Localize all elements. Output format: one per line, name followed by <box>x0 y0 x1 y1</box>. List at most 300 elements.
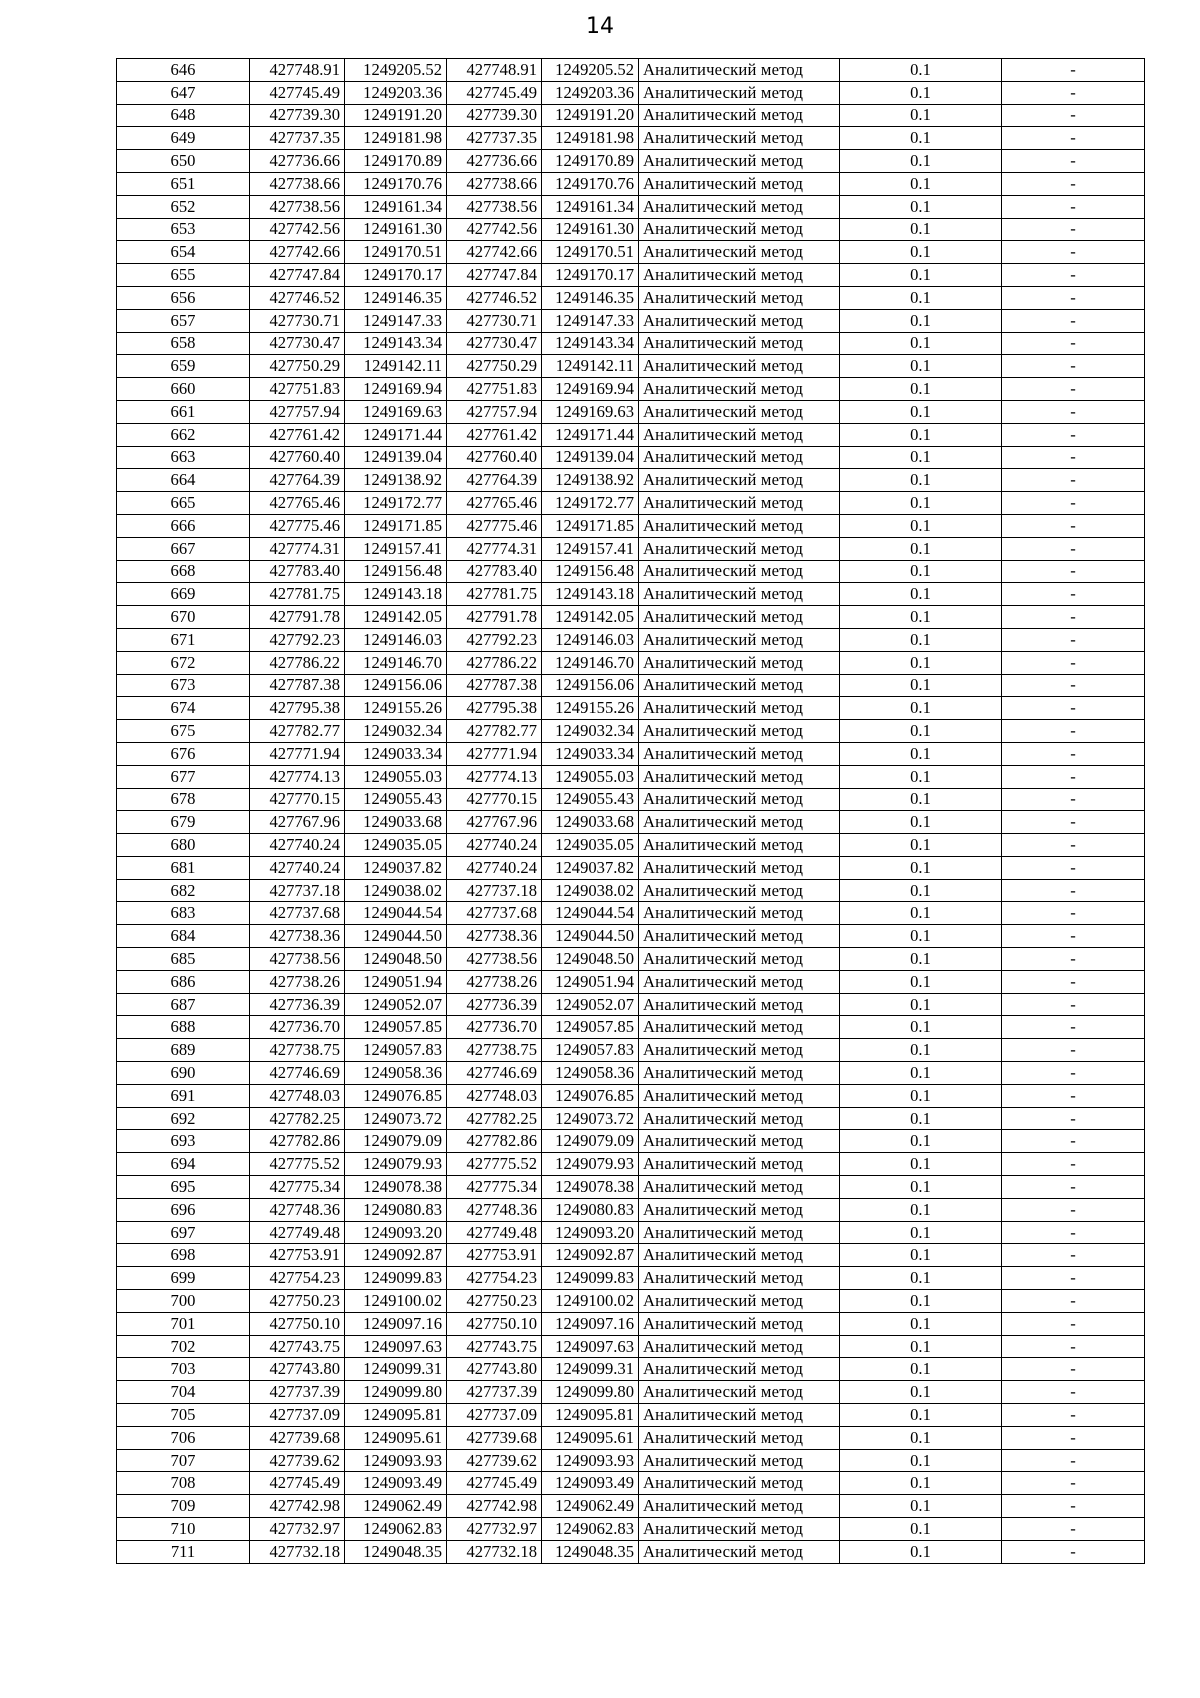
x-old-cell: 427748.91 <box>250 59 345 82</box>
table-row <box>117 788 1145 811</box>
x-old-cell: 427791.78 <box>250 606 345 629</box>
x-old-cell: 427737.09 <box>250 1404 345 1427</box>
y-old-cell: 1249146.35 <box>345 286 447 309</box>
method-cell: Аналитический метод <box>639 1495 840 1518</box>
x-new-cell: 427738.56 <box>447 195 542 218</box>
dash-cell: - <box>1002 811 1145 834</box>
table-row <box>117 264 1145 287</box>
accuracy-cell: 0.1 <box>840 514 1002 537</box>
method-cell: Аналитический метод <box>639 150 840 173</box>
y-old-cell: 1249092.87 <box>345 1244 447 1267</box>
y-old-cell: 1249055.03 <box>345 765 447 788</box>
table-row <box>117 423 1145 446</box>
table-row <box>117 606 1145 629</box>
y-new-cell: 1249169.63 <box>542 400 639 423</box>
y-new-cell: 1249143.18 <box>542 583 639 606</box>
y-new-cell: 1249092.87 <box>542 1244 639 1267</box>
x-old-cell: 427736.66 <box>250 150 345 173</box>
x-old-cell: 427739.62 <box>250 1449 345 1472</box>
accuracy-cell: 0.1 <box>840 1198 1002 1221</box>
dash-cell: - <box>1002 1335 1145 1358</box>
x-old-cell: 427795.38 <box>250 697 345 720</box>
dash-cell: - <box>1002 1312 1145 1335</box>
y-old-cell: 1249080.83 <box>345 1198 447 1221</box>
point-number-cell: 666 <box>117 514 250 537</box>
y-old-cell: 1249097.16 <box>345 1312 447 1335</box>
y-new-cell: 1249055.43 <box>542 788 639 811</box>
x-old-cell: 427761.42 <box>250 423 345 446</box>
y-old-cell: 1249161.34 <box>345 195 447 218</box>
dash-cell: - <box>1002 446 1145 469</box>
point-number-cell: 691 <box>117 1084 250 1107</box>
method-cell: Аналитический метод <box>639 286 840 309</box>
y-old-cell: 1249079.93 <box>345 1153 447 1176</box>
y-old-cell: 1249170.51 <box>345 241 447 264</box>
x-new-cell: 427795.38 <box>447 697 542 720</box>
y-new-cell: 1249033.68 <box>542 811 639 834</box>
point-number-cell: 684 <box>117 925 250 948</box>
method-cell: Аналитический метод <box>639 1404 840 1427</box>
y-old-cell: 1249095.81 <box>345 1404 447 1427</box>
dash-cell: - <box>1002 150 1145 173</box>
table-row <box>117 1426 1145 1449</box>
accuracy-cell: 0.1 <box>840 788 1002 811</box>
y-old-cell: 1249037.82 <box>345 856 447 879</box>
x-old-cell: 427742.66 <box>250 241 345 264</box>
table-row <box>117 104 1145 127</box>
point-number-cell: 651 <box>117 172 250 195</box>
dash-cell: - <box>1002 765 1145 788</box>
x-old-cell: 427782.86 <box>250 1130 345 1153</box>
y-new-cell: 1249099.83 <box>542 1267 639 1290</box>
y-new-cell: 1249097.63 <box>542 1335 639 1358</box>
y-old-cell: 1249035.05 <box>345 834 447 857</box>
x-old-cell: 427743.80 <box>250 1358 345 1381</box>
point-number-cell: 699 <box>117 1267 250 1290</box>
dash-cell: - <box>1002 560 1145 583</box>
accuracy-cell: 0.1 <box>840 1290 1002 1313</box>
x-old-cell: 427738.56 <box>250 948 345 971</box>
accuracy-cell: 0.1 <box>840 1221 1002 1244</box>
y-old-cell: 1249155.26 <box>345 697 447 720</box>
table-row <box>117 583 1145 606</box>
x-old-cell: 427750.10 <box>250 1312 345 1335</box>
method-cell: Аналитический метод <box>639 1335 840 1358</box>
point-number-cell: 671 <box>117 628 250 651</box>
table-row <box>117 514 1145 537</box>
x-new-cell: 427774.13 <box>447 765 542 788</box>
x-new-cell: 427742.66 <box>447 241 542 264</box>
dash-cell: - <box>1002 628 1145 651</box>
x-old-cell: 427749.48 <box>250 1221 345 1244</box>
y-new-cell: 1249055.03 <box>542 765 639 788</box>
accuracy-cell: 0.1 <box>840 1518 1002 1541</box>
y-new-cell: 1249032.34 <box>542 720 639 743</box>
x-new-cell: 427753.91 <box>447 1244 542 1267</box>
dash-cell: - <box>1002 1039 1145 1062</box>
x-old-cell: 427738.66 <box>250 172 345 195</box>
x-old-cell: 427753.91 <box>250 1244 345 1267</box>
x-new-cell: 427751.83 <box>447 378 542 401</box>
dash-cell: - <box>1002 469 1145 492</box>
accuracy-cell: 0.1 <box>840 81 1002 104</box>
table-row <box>117 1540 1145 1563</box>
y-new-cell: 1249171.85 <box>542 514 639 537</box>
x-new-cell: 427732.18 <box>447 1540 542 1563</box>
dash-cell: - <box>1002 1176 1145 1199</box>
x-old-cell: 427765.46 <box>250 492 345 515</box>
x-new-cell: 427757.94 <box>447 400 542 423</box>
x-old-cell: 427751.83 <box>250 378 345 401</box>
x-new-cell: 427765.46 <box>447 492 542 515</box>
method-cell: Аналитический метод <box>639 332 840 355</box>
method-cell: Аналитический метод <box>639 811 840 834</box>
point-number-cell: 662 <box>117 423 250 446</box>
x-old-cell: 427750.23 <box>250 1290 345 1313</box>
dash-cell: - <box>1002 332 1145 355</box>
accuracy-cell: 0.1 <box>840 1016 1002 1039</box>
table-row <box>117 469 1145 492</box>
point-number-cell: 654 <box>117 241 250 264</box>
point-number-cell: 679 <box>117 811 250 834</box>
dash-cell: - <box>1002 378 1145 401</box>
dash-cell: - <box>1002 286 1145 309</box>
accuracy-cell: 0.1 <box>840 446 1002 469</box>
dash-cell: - <box>1002 1130 1145 1153</box>
point-number-cell: 694 <box>117 1153 250 1176</box>
method-cell: Аналитический метод <box>639 1426 840 1449</box>
method-cell: Аналитический метод <box>639 1130 840 1153</box>
x-new-cell: 427742.56 <box>447 218 542 241</box>
y-new-cell: 1249155.26 <box>542 697 639 720</box>
accuracy-cell: 0.1 <box>840 1039 1002 1062</box>
x-old-cell: 427732.97 <box>250 1518 345 1541</box>
point-number-cell: 700 <box>117 1290 250 1313</box>
point-number-cell: 704 <box>117 1381 250 1404</box>
method-cell: Аналитический метод <box>639 264 840 287</box>
point-number-cell: 683 <box>117 902 250 925</box>
point-number-cell: 667 <box>117 537 250 560</box>
accuracy-cell: 0.1 <box>840 1176 1002 1199</box>
method-cell: Аналитический метод <box>639 1312 840 1335</box>
y-new-cell: 1249181.98 <box>542 127 639 150</box>
y-old-cell: 1249170.76 <box>345 172 447 195</box>
accuracy-cell: 0.1 <box>840 1335 1002 1358</box>
accuracy-cell: 0.1 <box>840 1062 1002 1085</box>
accuracy-cell: 0.1 <box>840 241 1002 264</box>
x-new-cell: 427771.94 <box>447 742 542 765</box>
method-cell: Аналитический метод <box>639 309 840 332</box>
table-row <box>117 1016 1145 1039</box>
dash-cell: - <box>1002 537 1145 560</box>
table-row <box>117 651 1145 674</box>
dash-cell: - <box>1002 834 1145 857</box>
x-old-cell: 427739.30 <box>250 104 345 127</box>
x-new-cell: 427736.39 <box>447 993 542 1016</box>
accuracy-cell: 0.1 <box>840 309 1002 332</box>
point-number-cell: 652 <box>117 195 250 218</box>
point-number-cell: 647 <box>117 81 250 104</box>
x-new-cell: 427749.48 <box>447 1221 542 1244</box>
x-new-cell: 427746.69 <box>447 1062 542 1085</box>
method-cell: Аналитический метод <box>639 514 840 537</box>
dash-cell: - <box>1002 1472 1145 1495</box>
x-old-cell: 427760.40 <box>250 446 345 469</box>
y-old-cell: 1249156.06 <box>345 674 447 697</box>
y-new-cell: 1249157.41 <box>542 537 639 560</box>
x-old-cell: 427757.94 <box>250 400 345 423</box>
x-new-cell: 427747.84 <box>447 264 542 287</box>
dash-cell: - <box>1002 400 1145 423</box>
accuracy-cell: 0.1 <box>840 1426 1002 1449</box>
point-number-cell: 650 <box>117 150 250 173</box>
x-old-cell: 427739.68 <box>250 1426 345 1449</box>
x-new-cell: 427732.97 <box>447 1518 542 1541</box>
method-cell: Аналитический метод <box>639 378 840 401</box>
x-old-cell: 427738.26 <box>250 970 345 993</box>
x-new-cell: 427791.78 <box>447 606 542 629</box>
y-old-cell: 1249062.83 <box>345 1518 447 1541</box>
x-new-cell: 427787.38 <box>447 674 542 697</box>
accuracy-cell: 0.1 <box>840 378 1002 401</box>
table-row <box>117 150 1145 173</box>
x-old-cell: 427743.75 <box>250 1335 345 1358</box>
point-number-cell: 701 <box>117 1312 250 1335</box>
accuracy-cell: 0.1 <box>840 469 1002 492</box>
x-old-cell: 427736.70 <box>250 1016 345 1039</box>
y-old-cell: 1249156.48 <box>345 560 447 583</box>
x-old-cell: 427738.56 <box>250 195 345 218</box>
table-row <box>117 446 1145 469</box>
x-old-cell: 427774.13 <box>250 765 345 788</box>
method-cell: Аналитический метод <box>639 1039 840 1062</box>
y-new-cell: 1249147.33 <box>542 309 639 332</box>
accuracy-cell: 0.1 <box>840 765 1002 788</box>
point-number-cell: 658 <box>117 332 250 355</box>
y-new-cell: 1249142.11 <box>542 355 639 378</box>
y-old-cell: 1249078.38 <box>345 1176 447 1199</box>
point-number-cell: 702 <box>117 1335 250 1358</box>
accuracy-cell: 0.1 <box>840 400 1002 423</box>
dash-cell: - <box>1002 1084 1145 1107</box>
y-old-cell: 1249062.49 <box>345 1495 447 1518</box>
accuracy-cell: 0.1 <box>840 355 1002 378</box>
x-new-cell: 427738.66 <box>447 172 542 195</box>
accuracy-cell: 0.1 <box>840 948 1002 971</box>
y-old-cell: 1249048.50 <box>345 948 447 971</box>
method-cell: Аналитический метод <box>639 583 840 606</box>
accuracy-cell: 0.1 <box>840 332 1002 355</box>
x-old-cell: 427740.24 <box>250 834 345 857</box>
dash-cell: - <box>1002 1449 1145 1472</box>
x-new-cell: 427739.68 <box>447 1426 542 1449</box>
method-cell: Аналитический метод <box>639 355 840 378</box>
table-row <box>117 1267 1145 1290</box>
coordinates-table <box>116 58 1145 1564</box>
x-old-cell: 427732.18 <box>250 1540 345 1563</box>
dash-cell: - <box>1002 492 1145 515</box>
table-row <box>117 1130 1145 1153</box>
y-new-cell: 1249203.36 <box>542 81 639 104</box>
x-old-cell: 427738.75 <box>250 1039 345 1062</box>
y-old-cell: 1249093.49 <box>345 1472 447 1495</box>
x-old-cell: 427740.24 <box>250 856 345 879</box>
x-old-cell: 427775.34 <box>250 1176 345 1199</box>
method-cell: Аналитический метод <box>639 81 840 104</box>
x-old-cell: 427770.15 <box>250 788 345 811</box>
y-new-cell: 1249172.77 <box>542 492 639 515</box>
y-old-cell: 1249099.31 <box>345 1358 447 1381</box>
y-old-cell: 1249079.09 <box>345 1130 447 1153</box>
point-number-cell: 677 <box>117 765 250 788</box>
table-body <box>117 59 1145 1564</box>
point-number-cell: 656 <box>117 286 250 309</box>
dash-cell: - <box>1002 1518 1145 1541</box>
y-old-cell: 1249191.20 <box>345 104 447 127</box>
y-old-cell: 1249033.34 <box>345 742 447 765</box>
dash-cell: - <box>1002 1290 1145 1313</box>
table-row <box>117 948 1145 971</box>
y-old-cell: 1249147.33 <box>345 309 447 332</box>
method-cell: Аналитический метод <box>639 400 840 423</box>
y-new-cell: 1249156.48 <box>542 560 639 583</box>
dash-cell: - <box>1002 1062 1145 1085</box>
x-new-cell: 427775.52 <box>447 1153 542 1176</box>
table-row <box>117 1176 1145 1199</box>
y-new-cell: 1249161.34 <box>542 195 639 218</box>
table-row <box>117 742 1145 765</box>
x-old-cell: 427787.38 <box>250 674 345 697</box>
x-new-cell: 427738.26 <box>447 970 542 993</box>
dash-cell: - <box>1002 81 1145 104</box>
y-old-cell: 1249073.72 <box>345 1107 447 1130</box>
dash-cell: - <box>1002 1404 1145 1427</box>
y-old-cell: 1249171.85 <box>345 514 447 537</box>
y-old-cell: 1249093.20 <box>345 1221 447 1244</box>
accuracy-cell: 0.1 <box>840 1312 1002 1335</box>
method-cell: Аналитический метод <box>639 446 840 469</box>
method-cell: Аналитический метод <box>639 856 840 879</box>
method-cell: Аналитический метод <box>639 651 840 674</box>
dash-cell: - <box>1002 1153 1145 1176</box>
dash-cell: - <box>1002 1540 1145 1563</box>
point-number-cell: 707 <box>117 1449 250 1472</box>
x-new-cell: 427739.62 <box>447 1449 542 1472</box>
point-number-cell: 693 <box>117 1130 250 1153</box>
x-old-cell: 427786.22 <box>250 651 345 674</box>
x-old-cell: 427754.23 <box>250 1267 345 1290</box>
x-new-cell: 427745.49 <box>447 1472 542 1495</box>
x-new-cell: 427764.39 <box>447 469 542 492</box>
x-old-cell: 427745.49 <box>250 81 345 104</box>
accuracy-cell: 0.1 <box>840 264 1002 287</box>
method-cell: Аналитический метод <box>639 537 840 560</box>
point-number-cell: 672 <box>117 651 250 674</box>
y-new-cell: 1249057.83 <box>542 1039 639 1062</box>
x-old-cell: 427782.25 <box>250 1107 345 1130</box>
method-cell: Аналитический метод <box>639 925 840 948</box>
y-new-cell: 1249035.05 <box>542 834 639 857</box>
x-new-cell: 427792.23 <box>447 628 542 651</box>
x-new-cell: 427743.80 <box>447 1358 542 1381</box>
y-old-cell: 1249170.89 <box>345 150 447 173</box>
x-old-cell: 427737.39 <box>250 1381 345 1404</box>
dash-cell: - <box>1002 993 1145 1016</box>
y-new-cell: 1249191.20 <box>542 104 639 127</box>
y-new-cell: 1249170.17 <box>542 264 639 287</box>
y-new-cell: 1249138.92 <box>542 469 639 492</box>
y-new-cell: 1249156.06 <box>542 674 639 697</box>
accuracy-cell: 0.1 <box>840 674 1002 697</box>
accuracy-cell: 0.1 <box>840 628 1002 651</box>
accuracy-cell: 0.1 <box>840 560 1002 583</box>
x-new-cell: 427736.70 <box>447 1016 542 1039</box>
x-new-cell: 427750.29 <box>447 355 542 378</box>
y-old-cell: 1249057.85 <box>345 1016 447 1039</box>
y-old-cell: 1249076.85 <box>345 1084 447 1107</box>
y-new-cell: 1249146.70 <box>542 651 639 674</box>
point-number-cell: 675 <box>117 720 250 743</box>
accuracy-cell: 0.1 <box>840 1153 1002 1176</box>
y-old-cell: 1249171.44 <box>345 423 447 446</box>
method-cell: Аналитический метод <box>639 1449 840 1472</box>
table-row <box>117 765 1145 788</box>
x-new-cell: 427737.68 <box>447 902 542 925</box>
y-old-cell: 1249143.18 <box>345 583 447 606</box>
x-new-cell: 427754.23 <box>447 1267 542 1290</box>
point-number-cell: 648 <box>117 104 250 127</box>
method-cell: Аналитический метод <box>639 1176 840 1199</box>
y-new-cell: 1249093.49 <box>542 1472 639 1495</box>
y-new-cell: 1249062.83 <box>542 1518 639 1541</box>
point-number-cell: 688 <box>117 1016 250 1039</box>
x-old-cell: 427792.23 <box>250 628 345 651</box>
x-old-cell: 427775.46 <box>250 514 345 537</box>
table-row <box>117 834 1145 857</box>
method-cell: Аналитический метод <box>639 879 840 902</box>
y-new-cell: 1249079.93 <box>542 1153 639 1176</box>
x-new-cell: 427740.24 <box>447 834 542 857</box>
x-new-cell: 427739.30 <box>447 104 542 127</box>
y-old-cell: 1249203.36 <box>345 81 447 104</box>
point-number-cell: 689 <box>117 1039 250 1062</box>
table-row <box>117 720 1145 743</box>
accuracy-cell: 0.1 <box>840 742 1002 765</box>
y-old-cell: 1249095.61 <box>345 1426 447 1449</box>
dash-cell: - <box>1002 674 1145 697</box>
table-row <box>117 1472 1145 1495</box>
method-cell: Аналитический метод <box>639 492 840 515</box>
method-cell: Аналитический метод <box>639 742 840 765</box>
accuracy-cell: 0.1 <box>840 1244 1002 1267</box>
y-new-cell: 1249093.93 <box>542 1449 639 1472</box>
y-new-cell: 1249169.94 <box>542 378 639 401</box>
table-row <box>117 59 1145 82</box>
y-new-cell: 1249033.34 <box>542 742 639 765</box>
y-new-cell: 1249171.44 <box>542 423 639 446</box>
y-old-cell: 1249097.63 <box>345 1335 447 1358</box>
dash-cell: - <box>1002 104 1145 127</box>
x-old-cell: 427748.36 <box>250 1198 345 1221</box>
x-new-cell: 427783.40 <box>447 560 542 583</box>
point-number-cell: 674 <box>117 697 250 720</box>
accuracy-cell: 0.1 <box>840 583 1002 606</box>
table-row <box>117 1198 1145 1221</box>
y-old-cell: 1249057.83 <box>345 1039 447 1062</box>
method-cell: Аналитический метод <box>639 59 840 82</box>
dash-cell: - <box>1002 218 1145 241</box>
point-number-cell: 670 <box>117 606 250 629</box>
